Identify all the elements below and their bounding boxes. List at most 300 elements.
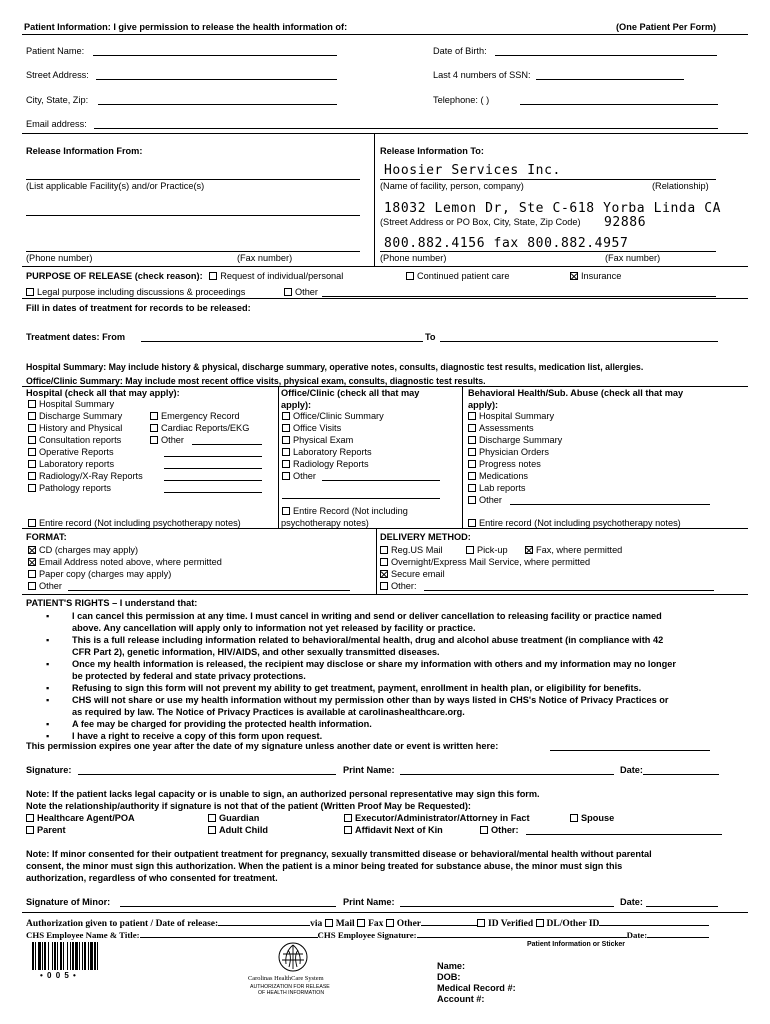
- telephone-label: Telephone: ( ): [433, 95, 490, 105]
- release-from-phone-label: (Phone number): [26, 253, 93, 263]
- office-item-option[interactable]: [282, 459, 369, 469]
- rep-other-label: Other:: [491, 825, 519, 835]
- purpose-legal-checkbox[interactable]: [26, 288, 34, 296]
- treatment-from-label: Treatment dates: From: [26, 332, 126, 342]
- hospital-item-label: Laboratory reports: [39, 459, 115, 469]
- ssn-label: Last 4 numbers of SSN:: [433, 70, 531, 80]
- delivery-other-field[interactable]: [424, 581, 714, 591]
- rights-bullet: ▪: [46, 635, 50, 645]
- barcode-bar: [97, 942, 98, 970]
- purpose-other-option[interactable]: [284, 287, 318, 297]
- office-heading-1: Office/Clinic (check all that may: [281, 388, 420, 398]
- office-item-checkbox[interactable]: [282, 436, 290, 444]
- hospital-other-checkbox[interactable]: [150, 436, 158, 444]
- hospital-cardiac-option[interactable]: [150, 423, 249, 433]
- footer-employee-row: [26, 928, 709, 940]
- delivery-fax-option[interactable]: [525, 545, 622, 555]
- office-entire-option[interactable]: [282, 506, 408, 516]
- org-name: Carolinas HealthCare System: [248, 975, 324, 982]
- rights-line: This is a full release including information related to behavioral/mental health, drug and alcohol abuse treatment (in compliance with 42: [72, 635, 664, 645]
- rights-line: above. Any cancellation will apply only to information not yet released by facility or practice.: [72, 623, 476, 633]
- delivery-other-option[interactable]: [380, 581, 417, 591]
- signature-field[interactable]: [78, 765, 336, 775]
- footer-via: via: [310, 919, 323, 929]
- footer-mail-checkbox[interactable]: [325, 919, 333, 927]
- rep-spouse-label: Spouse: [581, 813, 615, 823]
- hospital-heading: Hospital (check all that may apply):: [26, 388, 180, 398]
- release-to-address-value: 18032 Lemon Dr, Ste C-618 Yorba Linda CA: [384, 201, 722, 216]
- office-item-option[interactable]: [282, 411, 384, 421]
- signature-date-field[interactable]: [643, 765, 719, 775]
- hospital-item-option[interactable]: [28, 471, 143, 481]
- barcode-bar: [79, 942, 80, 970]
- behavioral-item-option[interactable]: [468, 447, 549, 457]
- barcode-bar: [60, 942, 62, 970]
- delivery-pickup-checkbox[interactable]: [466, 546, 474, 554]
- format-cd-checkbox[interactable]: [28, 546, 36, 554]
- format-email-checkbox[interactable]: [28, 558, 36, 566]
- release-to-heading: Release Information To:: [380, 146, 484, 156]
- hospital-other-field[interactable]: [192, 435, 262, 445]
- release-to-phone-label: (Phone number): [380, 253, 447, 263]
- email-label: Email address:: [26, 119, 87, 129]
- rep-guardian-option[interactable]: [208, 813, 259, 823]
- rights-expires-field[interactable]: [550, 741, 710, 751]
- purpose-legal-label: Legal purpose including discussions & proceedings: [37, 287, 246, 297]
- barcode-bar: [57, 942, 58, 970]
- rep-agent-option[interactable]: [26, 813, 135, 823]
- release-from-facility-field[interactable]: [26, 170, 360, 180]
- city-label: City, State, Zip:: [26, 95, 89, 105]
- hospital-item-label: Consultation reports: [39, 435, 122, 445]
- behavioral-heading-1: Behavioral Health/Sub. Abuse (check all that may: [468, 388, 684, 398]
- behavioral-item-option[interactable]: [468, 471, 528, 481]
- footer-auth-date-field[interactable]: [218, 916, 310, 926]
- release-to-address-label: (Street Address or PO Box, City, State, Zip Code): [380, 217, 581, 227]
- behavioral-item-checkbox[interactable]: [468, 472, 476, 480]
- office-item-checkbox[interactable]: [282, 448, 290, 456]
- rights-bullet: ▪: [46, 611, 50, 621]
- barcode-bar: [67, 942, 68, 970]
- rep-spouse-checkbox[interactable]: [570, 814, 578, 822]
- delivery-fax-checkbox[interactable]: [525, 546, 533, 554]
- hospital-other-field-2[interactable]: [164, 447, 262, 457]
- rep-adult-child-label: Adult Child: [219, 825, 268, 835]
- behavioral-item-option[interactable]: [468, 483, 525, 493]
- format-email-label: Email Address noted above, where permitted: [39, 557, 222, 567]
- barcode-bar: [88, 942, 89, 970]
- chs-logo-icon: [277, 942, 309, 972]
- behavioral-item-label: Physician Orders: [479, 447, 549, 457]
- sticker-account-label: Account #:: [437, 994, 485, 1004]
- format-email-option[interactable]: [28, 557, 222, 567]
- office-item-option[interactable]: [282, 435, 353, 445]
- behavioral-entire-checkbox[interactable]: [468, 519, 476, 527]
- behavioral-item-checkbox[interactable]: [468, 412, 476, 420]
- office-item-option[interactable]: [282, 423, 341, 433]
- hospital-item-option[interactable]: [28, 435, 121, 445]
- rep-adult-child-option[interactable]: [208, 825, 268, 835]
- footer-employee-label: CHS Employee Name & Title:: [26, 930, 140, 940]
- footer-date-field[interactable]: [647, 928, 709, 938]
- barcode-bar: [32, 942, 34, 970]
- delivery-pickup-label: Pick-up: [477, 545, 508, 555]
- hospital-item-checkbox[interactable]: [28, 436, 36, 444]
- footer-employee-sig-label: CHS Employee Signature:: [317, 930, 417, 940]
- rights-line: A fee may be charged for providing the protected health information.: [72, 719, 372, 729]
- release-to-fax-label: (Fax number): [605, 253, 661, 263]
- purpose-individual-checkbox[interactable]: [209, 272, 217, 280]
- behavioral-item-label: Progress notes: [479, 459, 541, 469]
- city-field[interactable]: [98, 95, 337, 105]
- office-item-label: Physical Exam: [293, 435, 354, 445]
- hospital-item-label: Radiology/X-Ray Reports: [39, 471, 143, 481]
- rep-other-field[interactable]: [526, 825, 722, 835]
- rep-guardian-label: Guardian: [219, 813, 260, 823]
- rights-line: be protected by federal and state privacy protections.: [72, 671, 306, 681]
- minor-print-label: Print Name:: [343, 897, 395, 907]
- rights-line: I can cancel this permission at any time. I must cancel in writing and send or deliver cancellation to releasing facility or practice named: [72, 611, 662, 621]
- behavioral-item-checkbox[interactable]: [468, 496, 476, 504]
- barcode-digits: • 0 0 5 •: [40, 971, 77, 980]
- fill-in-dates: Fill in dates of treatment for records to be released:: [26, 303, 251, 313]
- delivery-secure-checkbox[interactable]: [380, 570, 388, 578]
- format-paper-checkbox[interactable]: [28, 570, 36, 578]
- delivery-overnight-label: Overnight/Express Mail Service, where permitted: [391, 557, 591, 567]
- hospital-emergency-option[interactable]: [150, 411, 240, 421]
- hospital-item-option[interactable]: [28, 483, 111, 493]
- rep-guardian-checkbox[interactable]: [208, 814, 216, 822]
- hospital-entire-checkbox[interactable]: [28, 519, 36, 527]
- sticker-label: Patient Information or Sticker: [527, 941, 626, 948]
- footer-other-checkbox[interactable]: [386, 919, 394, 927]
- format-other-option[interactable]: [28, 581, 62, 591]
- hospital-item-option[interactable]: [28, 459, 114, 469]
- office-other-field-2[interactable]: [282, 489, 440, 499]
- rep-affidavit-checkbox[interactable]: [344, 826, 352, 834]
- sticker-name-label: Name:: [437, 961, 466, 971]
- behavioral-item-option[interactable]: [468, 423, 534, 433]
- office-item-option[interactable]: [282, 471, 316, 481]
- format-cd-option[interactable]: [28, 545, 138, 555]
- minor-date-field[interactable]: [646, 897, 718, 907]
- hospital-entire-option[interactable]: [28, 518, 241, 528]
- behavioral-other-field[interactable]: [510, 495, 710, 505]
- purpose-other-field[interactable]: [322, 287, 716, 297]
- hospital-other-field-4[interactable]: [164, 471, 262, 481]
- hospital-other-label: Other: [161, 435, 184, 445]
- footer-fax-checkbox[interactable]: [357, 919, 365, 927]
- footer-employee-field[interactable]: [140, 928, 318, 938]
- behavioral-item-label: Discharge Summary: [479, 435, 563, 445]
- office-item-label: Radiology Reports: [293, 459, 369, 469]
- barcode-bar: [52, 942, 53, 970]
- behavioral-heading-2: apply):: [468, 400, 499, 410]
- barcode-bar: [84, 942, 86, 970]
- signature-date-label: Date:: [620, 765, 643, 775]
- rights-heading: PATIENT'S RIGHTS – I understand that:: [26, 598, 198, 608]
- footer-fax-label: Fax: [368, 919, 384, 929]
- hospital-item-option[interactable]: [28, 423, 122, 433]
- hospital-item-checkbox[interactable]: [28, 484, 36, 492]
- footer-employee-sig-field[interactable]: [417, 928, 627, 938]
- format-paper-option[interactable]: [28, 569, 171, 579]
- delivery-mail-option[interactable]: [380, 545, 443, 555]
- behavioral-item-label: Hospital Summary: [479, 411, 555, 421]
- office-item-checkbox[interactable]: [282, 460, 290, 468]
- purpose-legal-option[interactable]: [26, 287, 245, 297]
- office-item-label: Office Visits: [293, 423, 342, 433]
- footer-id-checkbox[interactable]: [477, 919, 485, 927]
- rights-bullet: ▪: [46, 719, 50, 729]
- hospital-emergency-checkbox[interactable]: [150, 412, 158, 420]
- office-item-checkbox[interactable]: [282, 412, 290, 420]
- office-item-label: Other: [293, 471, 316, 481]
- purpose-insurance-option[interactable]: [570, 271, 621, 281]
- treatment-to-field[interactable]: [440, 332, 718, 342]
- rights-line: I have a right to receive a copy of this form upon request.: [72, 731, 323, 741]
- hospital-other-field-5[interactable]: [164, 483, 262, 493]
- behavioral-item-label: Assessments: [479, 423, 534, 433]
- minor-note-1: Note: If minor consented for their outpatient treatment for pregnancy, sexually transmitted disease or behavioral/mental health without parental: [26, 849, 652, 859]
- purpose-continued-option[interactable]: [406, 271, 509, 281]
- rights-bullet: ▪: [46, 695, 50, 705]
- form-title-2: OF HEALTH INFORMATION: [258, 990, 325, 996]
- rep-agent-label: Healthcare Agent/POA: [37, 813, 135, 823]
- behavioral-item-label: Other: [479, 495, 502, 505]
- hospital-item-label: Pathology reports: [39, 483, 112, 493]
- purpose-continued-checkbox[interactable]: [406, 272, 414, 280]
- hospital-item-checkbox[interactable]: [28, 400, 36, 408]
- email-field[interactable]: [94, 119, 718, 129]
- hospital-item-checkbox[interactable]: [28, 448, 36, 456]
- treatment-to-label: To: [425, 332, 436, 342]
- sticker-mrn-label: Medical Record #:: [437, 983, 516, 993]
- release-to-name-value: Hoosier Services Inc.: [384, 163, 561, 178]
- hospital-cardiac-checkbox[interactable]: [150, 424, 158, 432]
- rights-line: CHS will not share or use my health information without my permission other than by ways listed in CHS's Notice of Privacy Practices or: [72, 695, 669, 705]
- release-to-name-label: (Name of facility, person, company): [380, 181, 524, 191]
- footer-dl-label: DL/Other ID: [546, 919, 600, 929]
- rights-line: Once my health information is released, the recipient may disclose or share my information with others and my information may no longer: [72, 659, 676, 669]
- office-entire-checkbox[interactable]: [282, 507, 290, 515]
- hospital-cardiac-label: Cardiac Reports/EKG: [161, 423, 250, 433]
- delivery-mail-checkbox[interactable]: [380, 546, 388, 554]
- purpose-individual-label: Request of individual/personal: [220, 271, 344, 281]
- office-item-label: Laboratory Reports: [293, 447, 372, 457]
- footer-other-field[interactable]: [421, 916, 477, 926]
- hospital-summary-note: Hospital Summary: May include history & physical, discharge summary, operative notes, consults, diagnostic test results, medication list, allergies.: [26, 362, 644, 372]
- delivery-fax-label: Fax, where permitted: [536, 545, 623, 555]
- rights-bullet: ▪: [46, 731, 50, 741]
- purpose-insurance-checkbox[interactable]: [570, 272, 578, 280]
- delivery-other-label: Other:: [391, 581, 417, 591]
- footer-mail-label: Mail: [335, 919, 355, 929]
- telephone-field[interactable]: [520, 95, 718, 105]
- delivery-other-checkbox[interactable]: [380, 582, 388, 590]
- barcode-bar: [35, 942, 36, 970]
- behavioral-entire-option[interactable]: [468, 518, 681, 528]
- hospital-item-option[interactable]: [28, 411, 122, 421]
- purpose-other-label: Other: [295, 287, 318, 297]
- release-to-relationship-label: (Relationship): [652, 181, 709, 191]
- barcode-bar: [38, 942, 41, 970]
- signature-print-field[interactable]: [400, 765, 614, 775]
- release-from-fax-label: (Fax number): [237, 253, 293, 263]
- minor-note-3: authorization, regardless of who consented for treatment.: [26, 873, 278, 883]
- minor-signature-label: Signature of Minor:: [26, 897, 111, 907]
- barcode-bar: [54, 942, 56, 970]
- format-cd-label: CD (charges may apply): [39, 545, 139, 555]
- street-field[interactable]: [96, 70, 337, 80]
- footer-auth-label: Authorization given to patient / Date of release:: [26, 919, 219, 929]
- barcode-bar: [42, 942, 43, 970]
- rep-agent-checkbox[interactable]: [26, 814, 34, 822]
- rep-parent-option[interactable]: [26, 825, 66, 835]
- office-item-checkbox[interactable]: [282, 424, 290, 432]
- behavioral-item-checkbox[interactable]: [468, 436, 476, 444]
- minor-signature-field[interactable]: [120, 897, 336, 907]
- format-heading: FORMAT:: [26, 532, 67, 542]
- rep-executor-option[interactable]: [344, 813, 530, 823]
- hospital-item-checkbox[interactable]: [28, 460, 36, 468]
- footer-id-label: ID Verified: [488, 919, 534, 929]
- ssn-field[interactable]: [536, 70, 684, 80]
- delivery-mail-label: Reg.US Mail: [391, 545, 443, 555]
- office-item-label: Office/Clinic Summary: [293, 411, 384, 421]
- rep-note-1: Note: If the patient lacks legal capacity or is unable to sign, an authorized personal representative may sign this form.: [26, 789, 540, 799]
- release-from-heading: Release Information From:: [26, 146, 143, 156]
- purpose-other-checkbox[interactable]: [284, 288, 292, 296]
- form-title-1: AUTHORIZATION FOR RELEASE: [250, 984, 330, 990]
- dob-label: Date of Birth:: [433, 46, 487, 56]
- release-from-facility-field-2[interactable]: [26, 206, 360, 216]
- delivery-secure-option[interactable]: [380, 569, 445, 579]
- hospital-item-checkbox[interactable]: [28, 424, 36, 432]
- office-other-field[interactable]: [322, 471, 440, 481]
- rights-bullet: ▪: [46, 659, 50, 669]
- minor-print-field[interactable]: [400, 897, 614, 907]
- dob-field[interactable]: [495, 46, 717, 56]
- signature-print-label: Print Name:: [343, 765, 395, 775]
- footer-dl-checkbox[interactable]: [536, 919, 544, 927]
- release-to-zip-value: 92886: [604, 215, 647, 230]
- hospital-item-option[interactable]: [28, 399, 114, 409]
- treatment-from-field[interactable]: [141, 332, 423, 342]
- behavioral-item-option[interactable]: [468, 459, 541, 469]
- rights-bullet: ▪: [46, 683, 50, 693]
- signature-label: Signature:: [26, 765, 72, 775]
- delivery-pickup-option[interactable]: [466, 545, 508, 555]
- hospital-item-label: History and Physical: [39, 423, 123, 433]
- behavioral-item-option[interactable]: [468, 495, 502, 505]
- rep-parent-label: Parent: [37, 825, 66, 835]
- rep-adult-child-checkbox[interactable]: [208, 826, 216, 834]
- minor-date-label: Date:: [620, 897, 643, 907]
- barcode-image: [32, 942, 144, 972]
- office-summary-note: Office/Clinic Summary: May include most recent office visits, physical exam, consults, diagnostic test results.: [26, 376, 486, 386]
- office-entire-label-1: Entire Record (Not including: [293, 506, 408, 516]
- office-item-option[interactable]: [282, 447, 372, 457]
- delivery-heading: DELIVERY METHOD:: [380, 532, 471, 542]
- footer-other-label: Other: [396, 919, 422, 929]
- behavioral-item-checkbox[interactable]: [468, 424, 476, 432]
- delivery-secure-label: Secure email: [391, 569, 445, 579]
- hospital-item-checkbox[interactable]: [28, 472, 36, 480]
- hospital-item-checkbox[interactable]: [28, 412, 36, 420]
- purpose-continued-label: Continued patient care: [417, 271, 510, 281]
- rights-line: as required by law. The Notice of Privacy Practices is available at carolinashealthcare.org.: [72, 707, 465, 717]
- behavioral-entire-label: Entire record (Not including psychotherapy notes): [479, 518, 681, 528]
- footer-date-label: Date:: [626, 930, 648, 940]
- rep-other-option[interactable]: [480, 825, 519, 835]
- patient-name-label: Patient Name:: [26, 46, 85, 56]
- street-label: Street Address:: [26, 70, 89, 80]
- minor-note-2: consent, the minor must sign this authorization. When the patient is a minor being treated for substance abuse, the minor must sign this: [26, 861, 623, 871]
- office-heading-2: apply):: [281, 400, 312, 410]
- barcode-bar: [90, 942, 93, 970]
- purpose-insurance-label: Insurance: [581, 271, 622, 281]
- barcode-bar: [63, 942, 64, 970]
- format-other-checkbox[interactable]: [28, 582, 36, 590]
- barcode-bar: [94, 942, 96, 970]
- hospital-other-field-3[interactable]: [164, 459, 262, 469]
- rights-line: Refusing to sign this form will not prevent my ability to get treatment, payment, enrollment in health plan, or eligibility for benefits.: [72, 683, 642, 693]
- hospital-entire-label: Entire record (Not including psychotherapy notes): [39, 518, 241, 528]
- office-entire-label-2: psychotherapy notes): [281, 518, 369, 528]
- hospital-item-label: Hospital Summary: [39, 399, 115, 409]
- behavioral-item-checkbox[interactable]: [468, 460, 476, 468]
- behavioral-item-label: Lab reports: [479, 483, 526, 493]
- hospital-item-label: Operative Reports: [39, 447, 114, 457]
- release-from-phone-field[interactable]: [26, 242, 360, 252]
- form-header-title: Patient Information: I give permission to release the health information of:: [24, 22, 348, 32]
- rep-executor-checkbox[interactable]: [344, 814, 352, 822]
- barcode-bar: [72, 942, 74, 970]
- rep-parent-checkbox[interactable]: [26, 826, 34, 834]
- rep-affidavit-option[interactable]: [344, 825, 443, 835]
- behavioral-item-option[interactable]: [468, 411, 554, 421]
- rights-expires: This permission expires one year after the date of my signature unless another date or event is written here:: [26, 741, 499, 751]
- delivery-overnight-option[interactable]: [380, 557, 590, 567]
- behavioral-item-option[interactable]: [468, 435, 562, 445]
- rep-affidavit-label: Affidavit Next of Kin: [355, 825, 443, 835]
- delivery-overnight-checkbox[interactable]: [380, 558, 388, 566]
- hospital-other-option[interactable]: [150, 435, 184, 445]
- behavioral-item-checkbox[interactable]: [468, 484, 476, 492]
- one-patient-note: (One Patient Per Form): [616, 22, 717, 32]
- barcode-bar: [75, 942, 78, 970]
- format-other-label: Other: [39, 581, 62, 591]
- barcode-bar: [48, 942, 49, 970]
- barcode-bar: [70, 942, 71, 970]
- release-from-facility-label: (List applicable Facility(s) and/or Practice(s): [26, 181, 205, 191]
- patient-name-field[interactable]: [93, 46, 337, 56]
- behavioral-item-checkbox[interactable]: [468, 448, 476, 456]
- format-other-field[interactable]: [68, 581, 350, 591]
- footer-dl-field[interactable]: [599, 916, 709, 926]
- rep-note-2: Note the relationship/authority if signature is not that of the patient (Written Proof May be Requested):: [26, 801, 471, 811]
- office-item-checkbox[interactable]: [282, 472, 290, 480]
- rights-line: CFR Part 2), genetic information, HIV/AIDS, and other sexually transmitted diseases.: [72, 647, 440, 657]
- barcode-bar: [44, 942, 46, 970]
- hospital-item-option[interactable]: [28, 447, 114, 457]
- hospital-item-label: Discharge Summary: [39, 411, 123, 421]
- rep-spouse-option[interactable]: [570, 813, 614, 823]
- sticker-dob-label: DOB:: [437, 972, 461, 982]
- rep-other-checkbox[interactable]: [480, 826, 488, 834]
- release-to-phone-fax-value: 800.882.4156 fax 800.882.4957: [384, 236, 629, 251]
